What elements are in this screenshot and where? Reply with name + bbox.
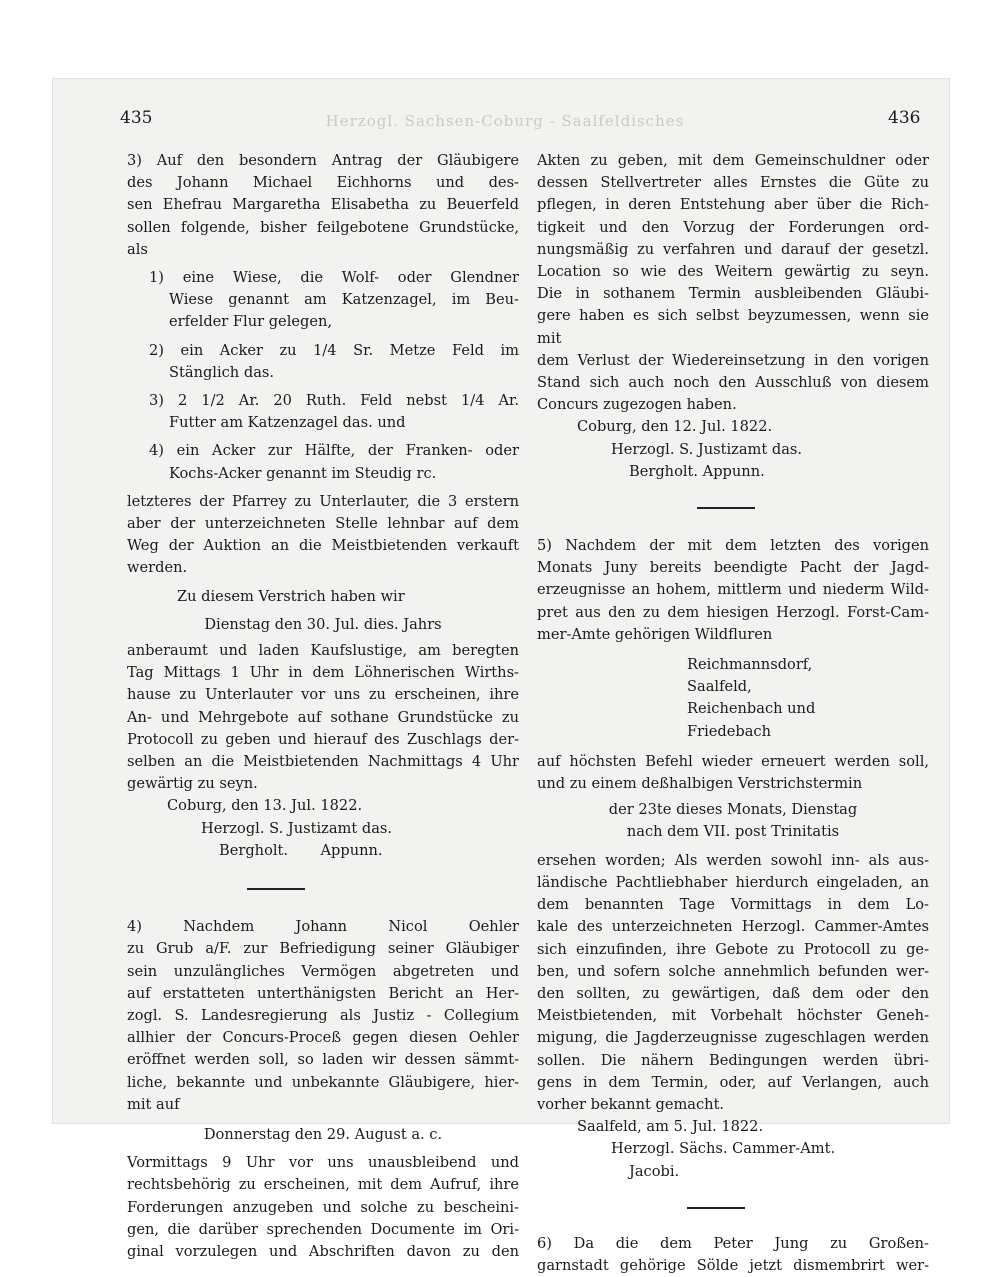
section-divider	[247, 888, 305, 890]
text-line: rechtsbehörig zu erscheinen, mit dem Aufruf, ihre	[127, 1176, 519, 1194]
text-line: liche, bekannte und unbekannte Gläubigere, hier-	[127, 1073, 519, 1091]
text-line: des Johann Michael Eichhorns und des-	[127, 174, 519, 192]
section-3	[127, 150, 519, 261]
text-line: mit auf	[127, 1095, 180, 1113]
text-line: nach dem VII. post Trinitatis	[626, 823, 840, 841]
signature-office: Herzogl. S. Justizamt das.	[611, 440, 803, 458]
text-line: sein unzulängliches Vermögen abgetreten und	[127, 962, 519, 980]
verstrich-line: Zu diesem Verstrich haben wir	[177, 587, 405, 605]
text-line: erfelder Flur gelegen,	[169, 313, 333, 331]
text-line: Stand sich auch noch den Ausschluß von diesem	[537, 374, 929, 392]
signature-names: Jacobi.	[629, 1162, 680, 1180]
text-line: nungsmäßig zu verfahren und darauf der gesetzl.	[537, 240, 929, 258]
place-name: Friedebach	[687, 722, 771, 740]
text-line: Akten zu geben, mit dem Gemeinschuldner oder	[537, 152, 929, 169]
item-list	[127, 267, 519, 485]
text-line: dem benannten Tage Vormittags in dem Lo-	[537, 896, 929, 914]
signature-names: Bergholt. Appunn.	[219, 841, 383, 859]
text-line: vorher bekannt gemacht.	[537, 1095, 725, 1113]
list-item	[149, 267, 519, 334]
section-4-terms	[127, 1152, 519, 1263]
section-divider	[697, 507, 755, 509]
text-line: letzteres der Pfarrey zu Unterlauter, die 3 erstern	[127, 492, 519, 510]
signature-office: Herzogl. Sächs. Cammer-Amt.	[611, 1140, 836, 1158]
text-line: gens in dem Termin, oder, auf Verlangen, auch	[537, 1073, 929, 1091]
text-line: Weg der Auktion an die Meistbietenden verkauft	[127, 537, 519, 555]
text-line: auf erstatteten unterthänigsten Bericht an Her-	[127, 984, 519, 1002]
signature-block-1	[127, 795, 519, 862]
text-line: Die in sothanem Termin ausbleibenden Gläubi-	[537, 285, 929, 303]
signature-block-2	[537, 416, 929, 483]
text-line: Location so wie des Weitern gewärtig zu seyn.	[537, 263, 929, 281]
text-line: kale des unterzeichneten Herzogl. Cammer-Amtes	[537, 918, 929, 936]
text-line: dessen Stellvertreter alles Ernstes die Güte zu	[537, 174, 929, 192]
signature-place-date: Coburg, den 12. Jul. 1822.	[577, 418, 773, 436]
place-name: Saalfeld,	[687, 678, 752, 696]
text-line: Kochs-Acker genannt im Steudig rc.	[169, 464, 437, 482]
text-line: 1) eine Wiese, die Wolf- oder Glendner	[149, 269, 519, 287]
text-line: garnstadt gehörige Sölde jetzt dismembrirt wer-	[537, 1256, 929, 1274]
section-divider	[687, 1207, 745, 1209]
text-line: sen Ehefrau Margaretha Elisabetha zu Beuerfeld	[127, 196, 519, 214]
section-5-termin	[537, 751, 929, 795]
page-number-left: 435	[120, 108, 153, 128]
text-line: aber der unterzeichneten Stelle lehnbar auf dem	[127, 515, 519, 533]
text-line: 6) Da die dem Peter Jung zu Großen-	[537, 1234, 929, 1252]
text-line: Meistbietenden, mit Vorbehalt höchster Geneh-	[537, 1007, 929, 1025]
text-line: Protocoll zu geben und hierauf des Zuschlags der-	[127, 730, 519, 748]
section-3-continuation	[127, 491, 519, 580]
text-line: An- und Mehrgebote auf sothane Grundstücke zu	[127, 708, 519, 726]
text-line: gere haben es sich selbst beyzumessen, wenn sie mit	[537, 307, 929, 347]
text-line: 5) Nachdem der mit dem letzten des vorigen	[537, 537, 929, 555]
text-line: sich einzufinden, ihre Gebote zu Protocoll zu ge-	[537, 940, 929, 958]
left-column	[127, 150, 519, 1263]
text-line: Tag Mittags 1 Uhr in dem Löhnerischen Wirths-	[127, 664, 519, 682]
running-head: Herzogl. Sachsen-Coburg - Saalfeldisches	[325, 112, 685, 130]
text-line: pret aus den zu dem hiesigen Herzogl. Forst-Cam-	[537, 603, 929, 621]
text-line: Forderungen anzugeben und solche zu bescheini-	[127, 1198, 519, 1216]
text-line: werden.	[127, 559, 188, 577]
text-line: ben, und sofern solche annehmlich befunden wer-	[537, 962, 929, 980]
date-line-2: Donnerstag den 29. August a. c.	[203, 1125, 443, 1143]
place-name: Reichmannsdorf,	[687, 656, 813, 674]
text-line: Vormittags 9 Uhr vor uns unausbleibend und	[127, 1154, 519, 1172]
text-line: sollen. Die nähern Bedingungen werden übri-	[537, 1051, 929, 1069]
text-line: 4) Nachdem Johann Nicol Oehler	[127, 918, 519, 936]
text-line: eröffnet werden soll, so laden wir dessen sämmt-	[127, 1051, 519, 1069]
text-line: der 23te dieses Monats, Dienstag	[608, 801, 858, 819]
text-line: ersehen worden; Als werden sowohl inn- als aus-	[537, 851, 929, 869]
page-number-right: 436	[888, 108, 921, 128]
text-line: dem Verlust der Wiedereinsetzung in den vorigen	[537, 351, 929, 369]
section-3-terms	[127, 640, 519, 795]
text-line: hause zu Unterlauter vor uns zu erscheinen, ihre	[127, 686, 519, 704]
text-line: zogl. S. Landesregierung als Justiz - Collegium	[127, 1006, 519, 1024]
text-line: gewärtig zu seyn.	[127, 775, 258, 793]
text-line: 3) 2 1/2 Ar. 20 Ruth. Feld nebst 1/4 Ar.	[149, 392, 519, 410]
text-line: Stänglich das.	[169, 363, 275, 381]
section-4-continuation	[537, 150, 929, 416]
text-line: ländische Pachtliebhaber hierdurch eingeladen, an	[537, 873, 929, 891]
text-line: 3) Auf den besondern Antrag der Gläubigere	[127, 152, 519, 169]
text-line: gen, die darüber sprechenden Documente im Ori-	[127, 1220, 519, 1238]
right-column	[537, 150, 929, 1277]
section-5	[537, 535, 929, 646]
date-line-1: Dienstag den 30. Jul. dies. Jahrs	[204, 615, 442, 633]
text-line: und zu einem deßhalbigen Verstrichstermin	[537, 775, 863, 793]
text-line: anberaumt und laden Kaufslustige, am beregten	[127, 642, 519, 660]
section-6	[537, 1233, 929, 1277]
text-line: selben an die Meistbietenden Nachmittags 4 Uhr	[127, 753, 519, 771]
text-line: Wiese genannt am Katzenzagel, im Beu-	[169, 291, 519, 309]
text-line: erzeugnisse an hohem, mittlerm und niederm Wild-	[537, 581, 929, 599]
text-line: den sollten, zu gewärtigen, daß dem oder den	[537, 984, 929, 1002]
text-line: sollen folgende, bisher feilgebotene Grundstücke, als	[127, 218, 519, 258]
text-line: migung, die Jagderzeugnisse zugeschlagen werden	[537, 1029, 929, 1047]
list-item	[149, 390, 519, 434]
text-line: tigkeit und den Vorzug der Forderungen ord-	[537, 218, 929, 236]
section-4	[127, 916, 519, 1116]
place-name: Reichenbach und	[687, 700, 816, 718]
text-line: auf höchsten Befehl wieder erneuert werden soll,	[537, 752, 929, 770]
text-line: Futter am Katzenzagel das. und	[169, 414, 406, 432]
place-list	[537, 654, 929, 743]
signature-office: Herzogl. S. Justizamt das.	[201, 819, 393, 837]
text-line: zu Grub a/F. zur Befriedigung seiner Gläubiger	[127, 940, 519, 958]
list-item	[149, 440, 519, 484]
text-line: 2) ein Acker zu 1/4 Sr. Metze Feld im	[149, 341, 519, 359]
text-line: mer-Amte gehörigen Wildfluren	[537, 625, 773, 643]
signature-place-date: Coburg, den 13. Jul. 1822.	[167, 797, 363, 815]
list-item	[149, 340, 519, 384]
signature-place-date: Saalfeld, am 5. Jul. 1822.	[577, 1118, 764, 1136]
text-line: 4) ein Acker zur Hälfte, der Franken- oder	[149, 442, 519, 460]
text-line: allhier der Concurs-Proceß gegen diesen Oehler	[127, 1029, 519, 1047]
date-line-3	[537, 799, 929, 843]
text-line: Monats Juny bereits beendigte Pacht der Jagd-	[537, 559, 929, 577]
signature-block-3	[537, 1116, 929, 1183]
text-line: ginal vorzulegen und Abschriften davon zu den	[127, 1242, 519, 1260]
text-line: pflegen, in deren Entstehung aber über die Rich-	[537, 196, 929, 214]
section-5-terms	[537, 850, 929, 1116]
text-line: Concurs zugezogen haben.	[537, 396, 737, 414]
signature-names: Bergholt. Appunn.	[629, 462, 765, 480]
